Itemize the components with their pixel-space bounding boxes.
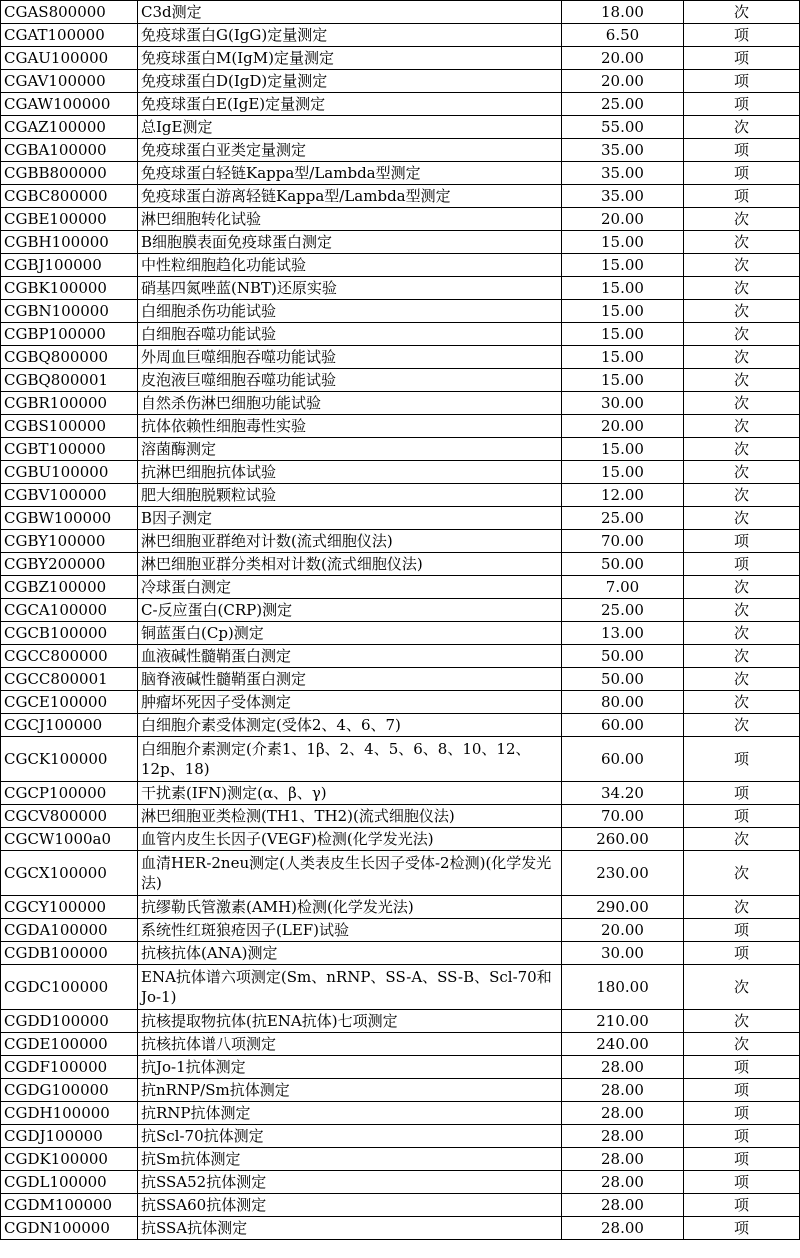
item-code: CGAZ100000 [1,116,138,139]
item-unit: 项 [684,553,800,576]
item-unit: 次 [684,851,800,896]
item-code: CGBT100000 [1,438,138,461]
table-row [1,1194,800,1217]
item-unit: 项 [684,70,800,93]
item-price: 50.00 [562,645,684,668]
item-name: 免疫球蛋白亚类定量测定 [138,139,562,162]
item-code: CGCV800000 [1,805,138,828]
item-code: CGCX100000 [1,851,138,896]
table-row [1,851,800,896]
item-name: 淋巴细胞亚类检测(TH1、TH2)(流式细胞仪法) [138,805,562,828]
item-name: 硝基四氮唑蓝(NBT)还原实验 [138,277,562,300]
table-row [1,530,800,553]
item-name: 抗SSA60抗体测定 [138,1194,562,1217]
item-price: 25.00 [562,599,684,622]
item-price: 15.00 [562,254,684,277]
item-price: 35.00 [562,139,684,162]
item-name: 抗Scl-70抗体测定 [138,1125,562,1148]
item-code: CGBA100000 [1,139,138,162]
item-price: 28.00 [562,1194,684,1217]
item-code: CGCA100000 [1,599,138,622]
item-code: CGBY100000 [1,530,138,553]
item-name: 抗核抗体谱八项测定 [138,1033,562,1056]
item-code: CGDB100000 [1,942,138,965]
item-price: 28.00 [562,1148,684,1171]
table-row [1,346,800,369]
table-row [1,47,800,70]
item-unit: 项 [684,1125,800,1148]
item-code: CGDC100000 [1,965,138,1010]
item-unit: 次 [684,484,800,507]
item-price: 34.20 [562,782,684,805]
item-price: 290.00 [562,896,684,919]
item-price: 20.00 [562,208,684,231]
table-row [1,1148,800,1171]
item-price: 15.00 [562,369,684,392]
table-row [1,323,800,346]
table-row [1,1,800,24]
table-row [1,1171,800,1194]
item-name: 白细胞介素受体测定(受体2、4、6、7) [138,714,562,737]
item-unit: 项 [684,1194,800,1217]
item-price: 13.00 [562,622,684,645]
table-row [1,828,800,851]
item-name: 免疫球蛋白E(IgE)定量测定 [138,93,562,116]
item-unit: 次 [684,1033,800,1056]
item-unit: 项 [684,1217,800,1240]
item-code: CGCC800000 [1,645,138,668]
item-price: 210.00 [562,1010,684,1033]
table-row [1,782,800,805]
item-price: 180.00 [562,965,684,1010]
item-name: 免疫球蛋白游离轻链Kappa型/Lambda型测定 [138,185,562,208]
item-code: CGBK100000 [1,277,138,300]
item-name: 肿瘤坏死因子受体测定 [138,691,562,714]
item-unit: 次 [684,254,800,277]
item-price: 20.00 [562,70,684,93]
item-unit: 次 [684,828,800,851]
table-row [1,668,800,691]
item-unit: 次 [684,576,800,599]
item-code: CGBS100000 [1,415,138,438]
item-name: 自然杀伤淋巴细胞功能试验 [138,392,562,415]
item-unit: 次 [684,116,800,139]
item-unit: 项 [684,1148,800,1171]
item-name: 抗SSA52抗体测定 [138,1171,562,1194]
item-name: 白细胞杀伤功能试验 [138,300,562,323]
item-code: CGBQ800001 [1,369,138,392]
item-code: CGDK100000 [1,1148,138,1171]
item-unit: 次 [684,392,800,415]
item-unit: 项 [684,530,800,553]
item-price: 70.00 [562,530,684,553]
table-row [1,1079,800,1102]
item-name: 总IgE测定 [138,116,562,139]
item-price: 30.00 [562,392,684,415]
item-code: CGDD100000 [1,1010,138,1033]
table-row [1,231,800,254]
item-unit: 次 [684,965,800,1010]
item-price: 28.00 [562,1079,684,1102]
item-unit: 项 [684,93,800,116]
table-row [1,392,800,415]
table-row [1,461,800,484]
item-code: CGCB100000 [1,622,138,645]
item-price: 15.00 [562,438,684,461]
table-row [1,1125,800,1148]
item-price: 230.00 [562,851,684,896]
table-row [1,93,800,116]
item-unit: 次 [684,507,800,530]
item-unit: 项 [684,782,800,805]
table-row [1,1102,800,1125]
item-code: CGAS800000 [1,1,138,24]
item-unit: 项 [684,185,800,208]
item-code: CGCW1000a0 [1,828,138,851]
table-row [1,1010,800,1033]
item-unit: 次 [684,323,800,346]
table-row [1,599,800,622]
item-price: 60.00 [562,737,684,782]
table-row [1,415,800,438]
item-price: 18.00 [562,1,684,24]
item-name: 抗SSA抗体测定 [138,1217,562,1240]
item-price: 28.00 [562,1171,684,1194]
item-code: CGBR100000 [1,392,138,415]
item-price: 7.00 [562,576,684,599]
item-name: 抗核提取物抗体(抗ENA抗体)七项测定 [138,1010,562,1033]
item-name: 免疫球蛋白M(IgM)定量测定 [138,47,562,70]
table-row [1,438,800,461]
item-unit: 次 [684,622,800,645]
item-unit: 次 [684,346,800,369]
item-code: CGDA100000 [1,919,138,942]
table-row [1,896,800,919]
item-name: 抗缪勒氏管激素(AMH)检测(化学发光法) [138,896,562,919]
item-name: 淋巴细胞亚群绝对计数(流式细胞仪法) [138,530,562,553]
item-unit: 项 [684,24,800,47]
item-price: 15.00 [562,231,684,254]
item-price: 28.00 [562,1217,684,1240]
item-price: 50.00 [562,668,684,691]
item-unit: 次 [684,231,800,254]
item-price: 50.00 [562,553,684,576]
item-price: 260.00 [562,828,684,851]
item-name: 免疫球蛋白D(IgD)定量测定 [138,70,562,93]
table-row [1,965,800,1010]
item-code: CGDM100000 [1,1194,138,1217]
item-name: 抗Sm抗体测定 [138,1148,562,1171]
item-unit: 项 [684,1056,800,1079]
item-unit: 次 [684,645,800,668]
item-price: 35.00 [562,162,684,185]
item-price: 25.00 [562,93,684,116]
item-code: CGBN100000 [1,300,138,323]
item-code: CGBY200000 [1,553,138,576]
item-price: 6.50 [562,24,684,47]
item-name: 中性粒细胞趋化功能试验 [138,254,562,277]
item-unit: 次 [684,714,800,737]
item-name: 淋巴细胞转化试验 [138,208,562,231]
item-price: 12.00 [562,484,684,507]
item-name: 血管内皮生长因子(VEGF)检测(化学发光法) [138,828,562,851]
item-price: 28.00 [562,1125,684,1148]
item-unit: 次 [684,599,800,622]
item-name: 免疫球蛋白轻链Kappa型/Lambda型测定 [138,162,562,185]
item-price: 15.00 [562,461,684,484]
item-unit: 次 [684,1010,800,1033]
item-name: 脑脊液碱性髓鞘蛋白测定 [138,668,562,691]
item-code: CGBJ100000 [1,254,138,277]
item-name: 白细胞吞噬功能试验 [138,323,562,346]
item-code: CGBC800000 [1,185,138,208]
item-unit: 项 [684,919,800,942]
item-price: 20.00 [562,47,684,70]
item-code: CGDF100000 [1,1056,138,1079]
item-unit: 次 [684,208,800,231]
item-price: 30.00 [562,942,684,965]
table-row [1,645,800,668]
item-name: 抗RNP抗体测定 [138,1102,562,1125]
item-name: B因子测定 [138,507,562,530]
table-row [1,714,800,737]
table-row [1,484,800,507]
item-name: 抗Jo-1抗体测定 [138,1056,562,1079]
table-row [1,70,800,93]
item-code: CGBU100000 [1,461,138,484]
item-code: CGCK100000 [1,737,138,782]
item-code: CGAT100000 [1,24,138,47]
item-price: 20.00 [562,415,684,438]
item-code: CGBB800000 [1,162,138,185]
item-name: 淋巴细胞亚群分类相对计数(流式细胞仪法) [138,553,562,576]
table-row [1,1056,800,1079]
item-code: CGBV100000 [1,484,138,507]
table-row [1,369,800,392]
table-row [1,277,800,300]
table-row [1,24,800,47]
table-row [1,254,800,277]
item-unit: 项 [684,47,800,70]
table-row [1,576,800,599]
item-price: 20.00 [562,919,684,942]
table-row [1,1033,800,1056]
item-code: CGDJ100000 [1,1125,138,1148]
item-name: 皮泡液巨噬细胞吞噬功能试验 [138,369,562,392]
table-row [1,942,800,965]
table-row [1,622,800,645]
item-price: 15.00 [562,277,684,300]
item-code: CGAV100000 [1,70,138,93]
item-name: 冷球蛋白测定 [138,576,562,599]
table-row [1,691,800,714]
item-unit: 次 [684,461,800,484]
item-name: 外周血巨噬细胞吞噬功能试验 [138,346,562,369]
item-name: 溶菌酶测定 [138,438,562,461]
item-name: 干扰素(IFN)测定(α、β、γ) [138,782,562,805]
table-row [1,1217,800,1240]
item-unit: 项 [684,942,800,965]
item-name: 免疫球蛋白G(IgG)定量测定 [138,24,562,47]
item-name: 抗淋巴细胞抗体试验 [138,461,562,484]
item-name: C-反应蛋白(CRP)测定 [138,599,562,622]
item-code: CGAU100000 [1,47,138,70]
item-unit: 项 [684,1171,800,1194]
item-name: C3d测定 [138,1,562,24]
item-code: CGCY100000 [1,896,138,919]
item-code: CGDH100000 [1,1102,138,1125]
item-code: CGBE100000 [1,208,138,231]
item-code: CGAW100000 [1,93,138,116]
item-name: 肥大细胞脱颗粒试验 [138,484,562,507]
item-code: CGBP100000 [1,323,138,346]
item-code: CGCC800001 [1,668,138,691]
item-price: 28.00 [562,1056,684,1079]
item-name: 铜蓝蛋白(Cp)测定 [138,622,562,645]
item-price: 80.00 [562,691,684,714]
item-unit: 次 [684,369,800,392]
item-price: 28.00 [562,1102,684,1125]
table-row [1,185,800,208]
item-unit: 次 [684,415,800,438]
item-code: CGBQ800000 [1,346,138,369]
item-name: 抗体依赖性细胞毒性实验 [138,415,562,438]
item-code: CGDE100000 [1,1033,138,1056]
table-row [1,208,800,231]
item-unit: 项 [684,162,800,185]
item-price: 25.00 [562,507,684,530]
item-code: CGCJ100000 [1,714,138,737]
table-row [1,737,800,782]
item-unit: 项 [684,1079,800,1102]
item-unit: 次 [684,668,800,691]
item-price: 15.00 [562,323,684,346]
item-unit: 项 [684,737,800,782]
table-row [1,116,800,139]
table-row [1,553,800,576]
item-price: 60.00 [562,714,684,737]
item-price: 35.00 [562,185,684,208]
table-row [1,139,800,162]
item-code: CGCE100000 [1,691,138,714]
item-unit: 项 [684,139,800,162]
item-code: CGBZ100000 [1,576,138,599]
item-unit: 项 [684,1102,800,1125]
item-unit: 次 [684,691,800,714]
item-name: 血液碱性髓鞘蛋白测定 [138,645,562,668]
item-code: CGDL100000 [1,1171,138,1194]
table-row [1,300,800,323]
table-row [1,162,800,185]
item-unit: 次 [684,896,800,919]
item-code: CGCP100000 [1,782,138,805]
table-row [1,805,800,828]
table-body [1,1,800,1240]
item-price: 55.00 [562,116,684,139]
item-name: 系统性红斑狼疮因子(LEF)试验 [138,919,562,942]
item-unit: 次 [684,277,800,300]
item-name: ENA抗体谱六项测定(Sm、nRNP、SS-A、SS-B、Scl-70和Jo-1) [138,965,562,1010]
item-price: 70.00 [562,805,684,828]
item-price: 15.00 [562,300,684,323]
item-code: CGBW100000 [1,507,138,530]
item-code: CGDN100000 [1,1217,138,1240]
item-price: 240.00 [562,1033,684,1056]
item-code: CGDG100000 [1,1079,138,1102]
item-price: 15.00 [562,346,684,369]
item-name: 血清HER-2neu测定(人类表皮生长因子受体-2检测)(化学发光法) [138,851,562,896]
item-unit: 次 [684,438,800,461]
item-code: CGBH100000 [1,231,138,254]
item-unit: 次 [684,300,800,323]
item-unit: 项 [684,805,800,828]
item-name: 白细胞介素测定(介素1、1β、2、4、5、6、8、10、12、12p、18) [138,737,562,782]
item-name: 抗核抗体(ANA)测定 [138,942,562,965]
item-name: B细胞膜表面免疫球蛋白测定 [138,231,562,254]
item-unit: 次 [684,1,800,24]
table-row [1,919,800,942]
item-name: 抗nRNP/Sm抗体测定 [138,1079,562,1102]
table-row [1,507,800,530]
